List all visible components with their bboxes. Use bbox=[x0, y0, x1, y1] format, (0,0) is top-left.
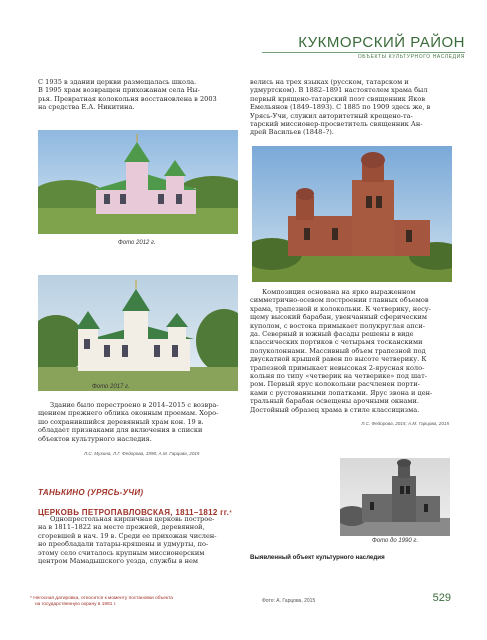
text-line: обладает признаками для включения в списки bbox=[38, 426, 203, 435]
village-title: ТАНЬКИНО (УРЯСЬ-УЧИ) bbox=[38, 488, 144, 497]
footer-star: * bbox=[30, 596, 32, 601]
text-line: ками с рустованными лопатками. Ярус звона и цен- bbox=[250, 388, 433, 397]
text-line: Урясь-Учи, служил авторитетный крещено-та- bbox=[250, 111, 413, 120]
right-mid-text bbox=[250, 288, 448, 414]
text-line: Емельянов (1849–1893). С 1885 по 1909 здесь же, в bbox=[250, 103, 431, 112]
footnote-star: * bbox=[229, 510, 232, 517]
church-wooden-restored-photo bbox=[38, 275, 238, 391]
text-line: храма, трапезной и колокольни. К четверику, несу- bbox=[250, 304, 431, 313]
text-line: первый крящено-татарский поэт священник Яков bbox=[250, 94, 426, 103]
text-line: трапезной примыкает невысокая 2-ярусная коло- bbox=[250, 363, 425, 372]
text-line: на в 1811–1822 на месте прежней, деревянной, bbox=[38, 523, 205, 532]
text-line: рья. Превратная колокольня восстановлена в 2003 bbox=[38, 94, 217, 103]
footer-note bbox=[30, 596, 220, 608]
text-line: сгоревшей в нач. 19 в. Среди ее прихожан числен- bbox=[38, 531, 217, 540]
church-wooden-green-roof-photo bbox=[38, 130, 238, 234]
caption-2017: Фото 2017 г. bbox=[92, 384, 130, 390]
credit-left: Л.С. Мухина, Л.Г. Федорова, 1998; А.М. Гарцова, 2015 bbox=[84, 451, 200, 456]
text-line: Здание было перестроено в 2014–2015 с возвра- bbox=[50, 401, 219, 409]
left-top-text bbox=[38, 78, 236, 112]
text-line: симметрично-осевом построении главных объемов bbox=[250, 296, 429, 305]
text-line: куполом, с востока примыкает полукруглая апси- bbox=[250, 321, 425, 330]
text-line: В 1995 храм возвращен прихожанам села Ны- bbox=[38, 86, 200, 95]
church-title-text: ЦЕРКОВЬ ПЕТРОПАВЛОВСКАЯ, 1811–1812 гг. bbox=[38, 508, 230, 517]
church-ruin-bw-photo bbox=[340, 458, 450, 536]
credit-right: Л.С. Федорова, 2015; А.М. Гарцова, 2015 bbox=[361, 421, 449, 426]
text-line: но преобладали татары-кряшены и удмурты, по- bbox=[38, 540, 209, 549]
text-line: тарский миссионер-просветитель священник Ан- bbox=[250, 120, 423, 129]
text-line: велись на трех языках (русском, татарском и bbox=[250, 78, 409, 86]
text-line: да. Северный и южный фасады решены в виде bbox=[250, 330, 414, 339]
section-body-text bbox=[38, 515, 236, 565]
right-top-text bbox=[250, 78, 448, 137]
text-line: объектов культурного наследия. bbox=[38, 434, 152, 443]
text-line: полуколоннами. Массивный объем трапезной под bbox=[250, 346, 426, 355]
section-title: КУКМОРСКИЙ РАЙОН bbox=[298, 34, 465, 51]
identified-object-label: Выявленный объект культурного наследия bbox=[250, 554, 385, 561]
text-line: Композиция основана на ярко выраженном bbox=[262, 288, 416, 296]
text-line: шо сохранившийся деревянный храм кон. 19 в. bbox=[38, 417, 204, 426]
text-line: С 1935 в здании церкви размещалась школа. bbox=[38, 78, 197, 86]
text-line: щему высокий барабан, увенчанный сферическим bbox=[250, 313, 427, 322]
text-line: двускатной крышей равен по высоте четверику. К bbox=[250, 355, 427, 364]
text-line: этому село считалось крупным миссионерским bbox=[38, 548, 205, 557]
text-line: ром. Первый ярус колокольни расчленен порти- bbox=[250, 380, 420, 389]
caption-2012: Фото 2012 г. bbox=[118, 240, 156, 246]
caption-1990: Фото до 1990 г. bbox=[372, 538, 419, 544]
footer-photo-credit: Фото: А. Гарцова, 2015 bbox=[262, 598, 316, 604]
text-line: классических портиков с четырьмя тосканскими bbox=[250, 338, 423, 347]
text-line: щением прежнего облика оконным проемам. Хоро- bbox=[38, 409, 219, 418]
left-mid-text bbox=[38, 401, 236, 443]
text-line: тральный барабан освещены арочными окнами. bbox=[250, 397, 419, 406]
text-line: центром Мамадышского уезда, службы в нем bbox=[38, 557, 199, 566]
header-rule bbox=[262, 52, 465, 53]
footer-note-line: Негосная датировка, относится к моменту постановки объекта bbox=[33, 596, 173, 601]
page-number: 529 bbox=[432, 592, 451, 604]
text-line: кольня по типу «четверик на четверике» под шат- bbox=[250, 372, 427, 381]
text-line: на средства Е.А. Никитина. bbox=[38, 103, 135, 112]
section-subtitle: ОБЪЕКТЫ КУЛЬТУРНОГО НАСЛЕДИЯ bbox=[357, 54, 465, 60]
church-ruin-brick-photo bbox=[252, 146, 452, 282]
footer-note-line: на государственную охрану в 1981 г. bbox=[35, 602, 117, 607]
text-line: удмуртском). В 1882–1891 настоятелем храма был bbox=[250, 86, 428, 95]
text-line: Достойный образец храма в стиле классицизма. bbox=[250, 405, 420, 414]
text-line: Однопрестольная кирпичная церковь построе- bbox=[50, 515, 215, 523]
text-line: дрей Васильев (1848–?). bbox=[250, 128, 334, 137]
